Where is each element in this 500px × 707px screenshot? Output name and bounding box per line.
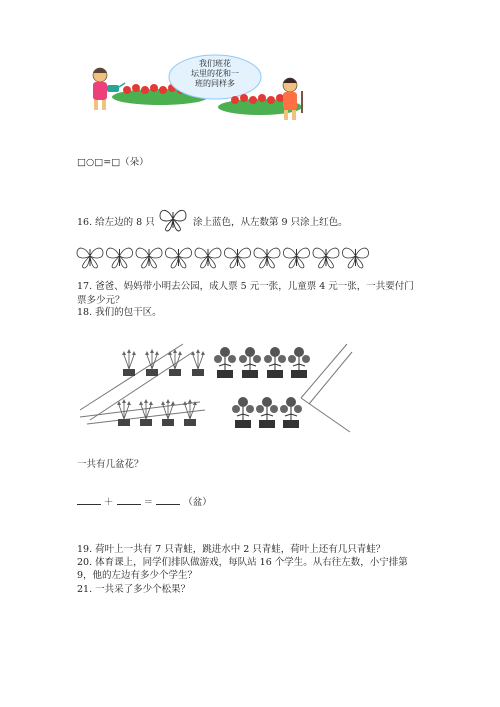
q17-line2: 票多少元？	[77, 295, 125, 306]
q18-question: 一共有几盆花？	[77, 459, 144, 470]
chrysanthemum-pot-icon	[264, 347, 286, 378]
butterfly-row	[76, 244, 376, 278]
q20-line1: 20. 体育课上，同学们排队做游戏，每队站 16 个学生。从右往左数，小宁排第	[77, 557, 408, 568]
tulip-pot-icon	[139, 399, 153, 426]
butterfly-icon[interactable]	[254, 248, 280, 268]
q18-title: 18. 我们的包干区。	[77, 307, 162, 318]
butterfly-icon[interactable]	[313, 248, 339, 268]
blank-1[interactable]	[77, 495, 101, 505]
q16-prefix: 16. 给左边的 8 只	[77, 217, 155, 228]
butterfly-icon	[158, 206, 188, 236]
tulip-pot-icon	[122, 349, 136, 376]
equation-line: □○□=□（朵）	[77, 157, 149, 168]
blank-2[interactable]	[117, 495, 141, 505]
blank-3[interactable]	[156, 495, 180, 505]
speech-bubble-text	[179, 59, 251, 89]
q16-suffix: 涂上蓝色，从左数第 9 只涂上红色。	[193, 217, 348, 228]
butterfly-icon[interactable]	[107, 248, 133, 268]
q18-answer-line	[77, 495, 212, 509]
butterfly-icon[interactable]	[284, 248, 310, 268]
plus-sign: ＋	[104, 497, 114, 508]
chrysanthemum-pot-icon	[232, 397, 254, 428]
chrysanthemum-pot-icon	[256, 397, 278, 428]
q19: 19. 荷叶上一共有 7 只青蛙，跳进水中 2 只青蛙，荷叶上还有几只青蛙？	[77, 544, 386, 555]
tulip-pot-icon	[145, 349, 159, 376]
butterfly-icon[interactable]	[225, 248, 251, 268]
chrysanthemum-pot-icon	[239, 347, 261, 378]
q21: 21. 一共采了多少个松果？	[77, 584, 191, 595]
bubble-line-3: 班的同样多	[195, 79, 235, 88]
bubble-line-2: 坛里的花和一	[191, 69, 239, 78]
chrysanthemum-pot-icon	[288, 347, 310, 378]
chrysanthemum-pot-icon	[280, 397, 302, 428]
tulip-pot-icon	[161, 399, 175, 426]
unit-label: （盆）	[183, 497, 212, 508]
bubble-line-1: 我们班花	[199, 59, 231, 68]
butterfly-icon[interactable]	[195, 248, 221, 268]
butterfly-icon[interactable]	[343, 248, 369, 268]
q17-line1: 17. 爸爸、妈妈带小明去公园，成人票 5 元一张，儿童票 4 元一张，一共要付门	[77, 281, 414, 292]
butterfly-icon[interactable]	[77, 248, 103, 268]
chrysanthemum-pot-icon	[214, 347, 236, 378]
top-illustration	[75, 55, 315, 135]
q20-line2: 9，他的左边有多少个学生？	[77, 570, 198, 581]
tulip-pot-icon	[168, 349, 182, 376]
equals-sign: ＝	[143, 497, 154, 508]
butterfly-icon[interactable]	[136, 248, 162, 268]
flower-bed-illustration	[75, 340, 355, 444]
tulip-pot-icon	[191, 349, 205, 376]
butterfly-icon[interactable]	[166, 248, 192, 268]
